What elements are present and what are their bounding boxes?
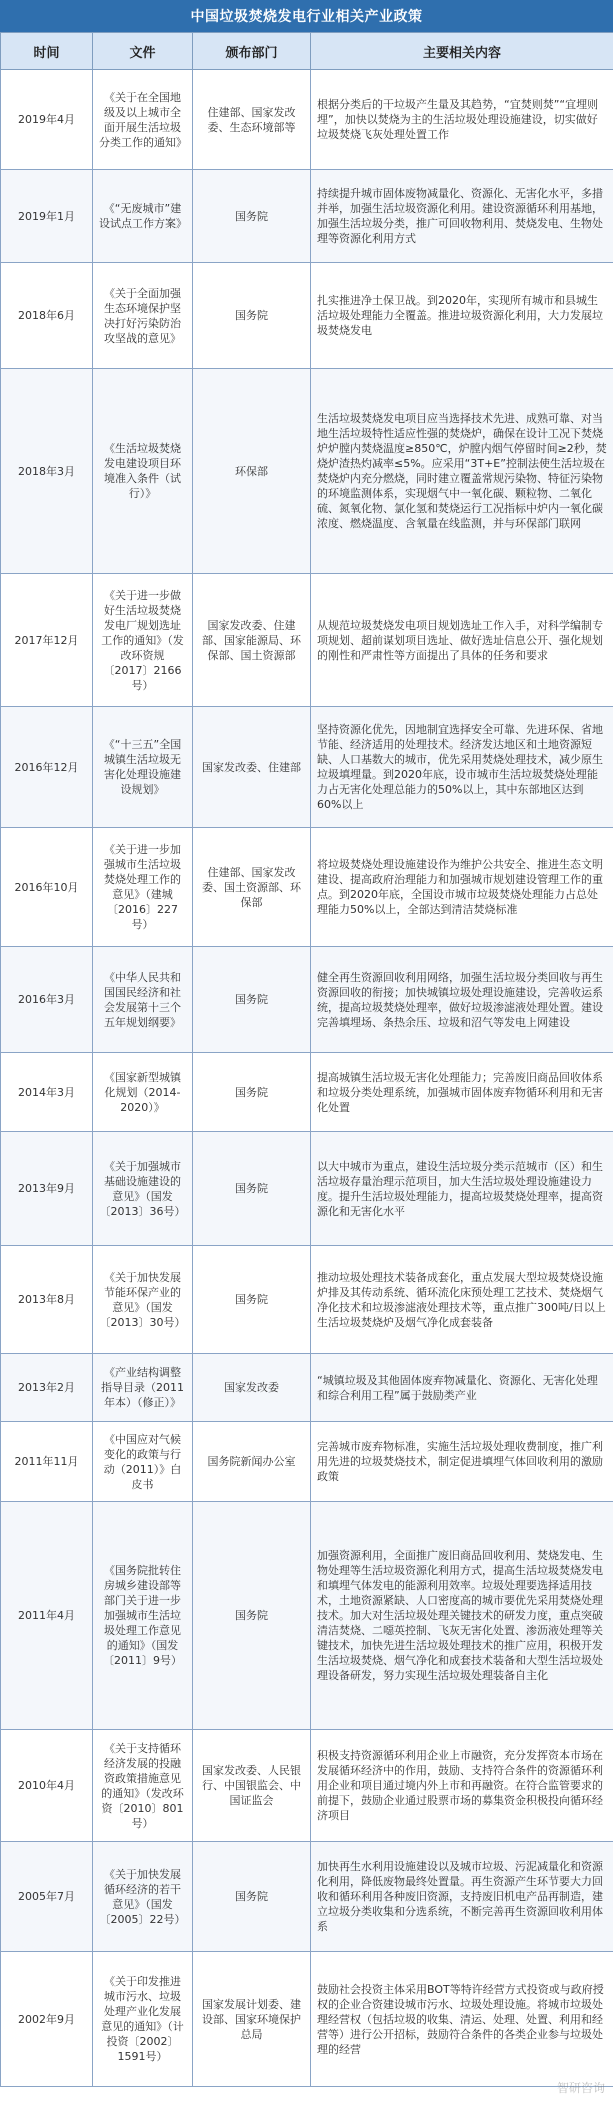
- cell-content: 积极支持资源循环利用企业上市融资，充分发挥资本市场在发展循环经济中的作用，鼓励、支持符合条件的资源循环利用企业和项目通过境内外上市和再融资。在符合监管要求的前提下，鼓励企业通过股票市场的募集资金积极投向循环经济项目: [311, 1730, 613, 1842]
- cell-content: 推动垃圾处理技术装备成套化，重点发展大型垃圾焚烧设施炉排及其传动系统、循环流化床预处理工艺技术、焚烧烟气净化技术和垃圾渗滤液处理技术等，重点推广300吨/日以上生活垃圾焚烧炉及烟气净化成套装备: [311, 1246, 613, 1354]
- cell-document: 《关于全面加强生态环境保护坚决打好污染防治攻坚战的意见》: [93, 263, 193, 369]
- cell-department: 国务院: [193, 170, 311, 263]
- cell-content: 持续提升城市固体废物减量化、资源化、无害化水平，多措并举，加强生活垃圾资源化利用。建设资源循环利用基地，加强生活垃圾分类，推广可回收物利用、焚烧发电、生物处理等资源化利用方式: [311, 170, 613, 263]
- table-row: [1, 947, 613, 1053]
- cell-department: 住建部、国家发改委、国土资源部、环保部: [193, 828, 311, 947]
- header-document: 文件: [93, 33, 193, 70]
- cell-department: 国务院: [193, 1132, 311, 1246]
- cell-time: 2016年3月: [1, 947, 93, 1053]
- table-row: [1, 170, 613, 263]
- cell-content: 健全再生资源回收利用网络，加强生活垃圾分类回收与再生资源回收的衔接；加快城镇垃圾处理设施建设，完善收运系统，提高垃圾焚烧处理率，做好垃圾渗滤液处理处置。建设完善填埋场、条热余压、垃圾和沼气等发电上网建设: [311, 947, 613, 1053]
- header-time: 时间: [1, 33, 93, 70]
- cell-document: 《产业结构调整指导目录（2011年本）（修正）》: [93, 1354, 193, 1422]
- cell-time: 2002年9月: [1, 1952, 93, 2087]
- cell-department: 国家发改委、住建部、国家能源局、环保部、国土资源部: [193, 574, 311, 707]
- table-row: [1, 1132, 613, 1246]
- table-row: [1, 707, 613, 828]
- cell-content: 坚持资源化优先，因地制宜选择安全可靠、先进环保、省地节能、经济适用的处理技术。经济发达地区和土地资源短缺、人口基数大的城市，优先采用焚烧处理技术，减少原生垃圾填埋量。到2020年底，设市城市生活垃圾焚烧处理能力占无害化处理总能力的50%以上，其中东部地区达到60%以上: [311, 707, 613, 828]
- cell-time: 2013年9月: [1, 1132, 93, 1246]
- cell-time: 2013年2月: [1, 1354, 93, 1422]
- cell-time: 2018年3月: [1, 369, 93, 574]
- cell-content: 根据分类后的干垃圾产生量及其趋势，“宜焚则焚”“宜埋则埋”，加快以焚烧为主的生活垃圾处理设施建设，切实做好垃圾焚烧飞灰处理处置工作: [311, 70, 613, 170]
- cell-time: 2013年8月: [1, 1246, 93, 1354]
- cell-content: 生活垃圾焚烧发电项目应当选择技术先进、成熟可靠、对当地生活垃圾特性适应性强的焚烧炉，确保在设计工况下焚烧炉炉膛内焚烧温度≥850℃，炉膛内烟气停留时间≥2秒，焚烧炉渣热灼减率≤5%。应采用“3T+E”控制法使生活垃圾在焚烧炉内充分燃烧，同时建立覆盖常规污染物、特征污染物的环境监测体系，实现烟气中一氧化碳、颗粒物、二氧化硫、氮氧化物、氯化氢和焚烧运行工况指标中炉内一氧化碳浓度、燃烧温度、含氧量在线监测，并与环保部门联网: [311, 369, 613, 574]
- cell-time: 2014年3月: [1, 1053, 93, 1132]
- cell-content: 加强资源利用，全面推广废旧商品回收利用、焚烧发电、生物处理等生活垃圾资源化利用方式，提高生活垃圾焚烧发电和填埋气体发电的能源利用效率。垃圾处理要选择适用技术，土地资源紧缺、人口密度高的城市要优先采用焚烧处理技术。加大对生活垃圾处理关键技术的研发力度，重点突破清洁焚烧、二噁英控制、飞灰无害化处置、渗沥液处理等关键技术，加快先进生活垃圾处理技术的推广应用，积极开发生活垃圾焚烧、烟气净化和成套技术装备和大型生活垃圾处理设备研发，努力实现生活垃圾处理装备自主化: [311, 1502, 613, 1730]
- cell-department: 国务院: [193, 947, 311, 1053]
- table-title-text: 中国垃圾焚烧发电行业相关产业政策: [190, 8, 423, 24]
- cell-department: 国务院: [193, 1246, 311, 1354]
- cell-department: 国务院: [193, 263, 311, 369]
- cell-document: 《关于进一步加强城市生活垃圾焚烧处理工作的意见》（建城〔2016〕227号）: [93, 828, 193, 947]
- table-row: [1, 1422, 613, 1502]
- cell-content: 加快再生水利用设施建设以及城市垃圾、污泥减量化和资源化利用，降低废物最终处置量。再生资源产生环节要大力回收和循环利用各种废旧资源，支持废旧机电产品再制造，建立垃圾分类收集和分选系统，不断完善再生资源回收利用体系: [311, 1842, 613, 1952]
- table-header-row: [1, 33, 613, 70]
- cell-document: 《关于支持循环经济发展的投融资政策措施意见的通知》（发改环资〔2010〕801号）: [93, 1730, 193, 1842]
- cell-content: 将垃圾焚烧处理设施建设作为维护公共安全、推进生态文明建设、提高政府治理能力和加强城市规划建设管理工作的重点。到2020年底，全国设市城市垃圾焚烧处理能力占总处理能力50%以上，全部达到清洁焚烧标准: [311, 828, 613, 947]
- table-row: [1, 1246, 613, 1354]
- cell-document: 《“十三五”全国城镇生活垃圾无害化处理设施建设规划》: [93, 707, 193, 828]
- table-row: [1, 1502, 613, 1730]
- cell-document: 《国务院批转住房城乡建设部等部门关于进一步加强城市生活垃圾处理工作意见的通知》（国发〔2011〕9号）: [93, 1502, 193, 1730]
- cell-department: 国家发改委、住建部: [193, 707, 311, 828]
- cell-document: 《关于加强城市基础设施建设的意见》（国发〔2013〕36号）: [93, 1132, 193, 1246]
- cell-time: 2011年4月: [1, 1502, 93, 1730]
- cell-department: 国务院: [193, 1502, 311, 1730]
- cell-document: 《关于在全国地级及以上城市全面开展生活垃圾分类工作的通知》: [93, 70, 193, 170]
- cell-document: 《关于印发推进城市污水、垃圾处理产业化发展意见的通知》（计投资〔2002〕1591号）: [93, 1952, 193, 2087]
- table-row: [1, 70, 613, 170]
- cell-document: 《中国应对气候变化的政策与行动（2011）》白皮书: [93, 1422, 193, 1502]
- cell-document: 《关于加快发展循环经济的若干意见》（国发〔2005〕22号）: [93, 1842, 193, 1952]
- header-department: 颁布部门: [193, 33, 311, 70]
- cell-time: 2005年7月: [1, 1842, 93, 1952]
- cell-document: 《“无废城市”建设试点工作方案》: [93, 170, 193, 263]
- cell-content: 完善城市废弃物标准，实施生活垃圾处理收费制度，推广利用先进的垃圾焚烧技术，制定促进填埋气体回收利用的激励政策: [311, 1422, 613, 1502]
- table-row: [1, 263, 613, 369]
- cell-document: 《关于加快发展节能环保产业的意见》（国发〔2013〕30号）: [93, 1246, 193, 1354]
- cell-content: “城镇垃圾及其他固体废弃物减量化、资源化、无害化处理和综合利用工程”属于鼓励类产业: [311, 1354, 613, 1422]
- cell-time: 2010年4月: [1, 1730, 93, 1842]
- cell-document: 《中华人民共和国国民经济和社会发展第十三个五年规划纲要》: [93, 947, 193, 1053]
- cell-document: 《国家新型城镇化规划（2014-2020）》: [93, 1053, 193, 1132]
- cell-content: 从规范垃圾焚烧发电项目规划选址工作入手，对科学编制专项规划、超前谋划项目选址、做好选址信息公开、强化规划的刚性和严肃性等方面提出了具体的任务和要求: [311, 574, 613, 707]
- table-row: [1, 1842, 613, 1952]
- cell-department: 国家发展计划委、建设部、国家环境保护总局: [193, 1952, 311, 2087]
- cell-department: 国家发改委、人民银行、中国银监会、中国证监会: [193, 1730, 311, 1842]
- cell-department: 国家发改委: [193, 1354, 311, 1422]
- cell-department: 国务院: [193, 1842, 311, 1952]
- table-title: [0, 0, 613, 32]
- table-row: [1, 1952, 613, 2087]
- watermark: 智研咨询: [556, 2081, 605, 2095]
- cell-content: 提高城镇生活垃圾无害化处理能力；完善废旧商品回收体系和垃圾分类处理系统，加强城市固体废弃物循环利用和无害化处置: [311, 1053, 613, 1132]
- policy-table: [0, 32, 613, 2087]
- cell-time: 2016年12月: [1, 707, 93, 828]
- table-row: [1, 574, 613, 707]
- cell-time: 2017年12月: [1, 574, 93, 707]
- cell-department: 国务院新闻办公室: [193, 1422, 311, 1502]
- table-row: [1, 1053, 613, 1132]
- table-row: [1, 828, 613, 947]
- cell-department: 国务院: [193, 1053, 311, 1132]
- cell-time: 2018年6月: [1, 263, 93, 369]
- cell-content: 扎实推进净土保卫战。到2020年，实现所有城市和县城生活垃圾处理能力全覆盖。推进垃圾资源化利用，大力发展垃圾焚烧发电: [311, 263, 613, 369]
- cell-content: 鼓励社会投资主体采用BOT等特许经营方式投资或与政府授权的企业合资建设城市污水、垃圾处理设施。将城市垃圾处理经营权（包括垃圾的收集、清运、处理、处置、利用和经营等）进行公开招标，鼓励符合条件的各类企业参与垃圾处理的经营: [311, 1952, 613, 2087]
- cell-department: 住建部、国家发改委、生态环境部等: [193, 70, 311, 170]
- cell-department: 环保部: [193, 369, 311, 574]
- cell-document: 《生活垃圾焚烧发电建设项目环境准入条件（试行）》: [93, 369, 193, 574]
- header-content: 主要相关内容: [311, 33, 613, 70]
- cell-time: 2019年1月: [1, 170, 93, 263]
- cell-document: 《关于进一步做好生活垃圾焚烧发电厂规划选址工作的通知》（发改环资规〔2017〕2166号）: [93, 574, 193, 707]
- cell-time: 2011年11月: [1, 1422, 93, 1502]
- table-row: [1, 1730, 613, 1842]
- cell-time: 2016年10月: [1, 828, 93, 947]
- cell-content: 以大中城市为重点，建设生活垃圾分类示范城市（区）和生活垃圾存量治理示范项目，加大生活垃圾处理设施建设力度。提升生活垃圾处理能力，提高垃圾焚烧处理率，提高资源化和无害化水平: [311, 1132, 613, 1246]
- cell-time: 2019年4月: [1, 70, 93, 170]
- table-row: [1, 369, 613, 574]
- table-row: [1, 1354, 613, 1422]
